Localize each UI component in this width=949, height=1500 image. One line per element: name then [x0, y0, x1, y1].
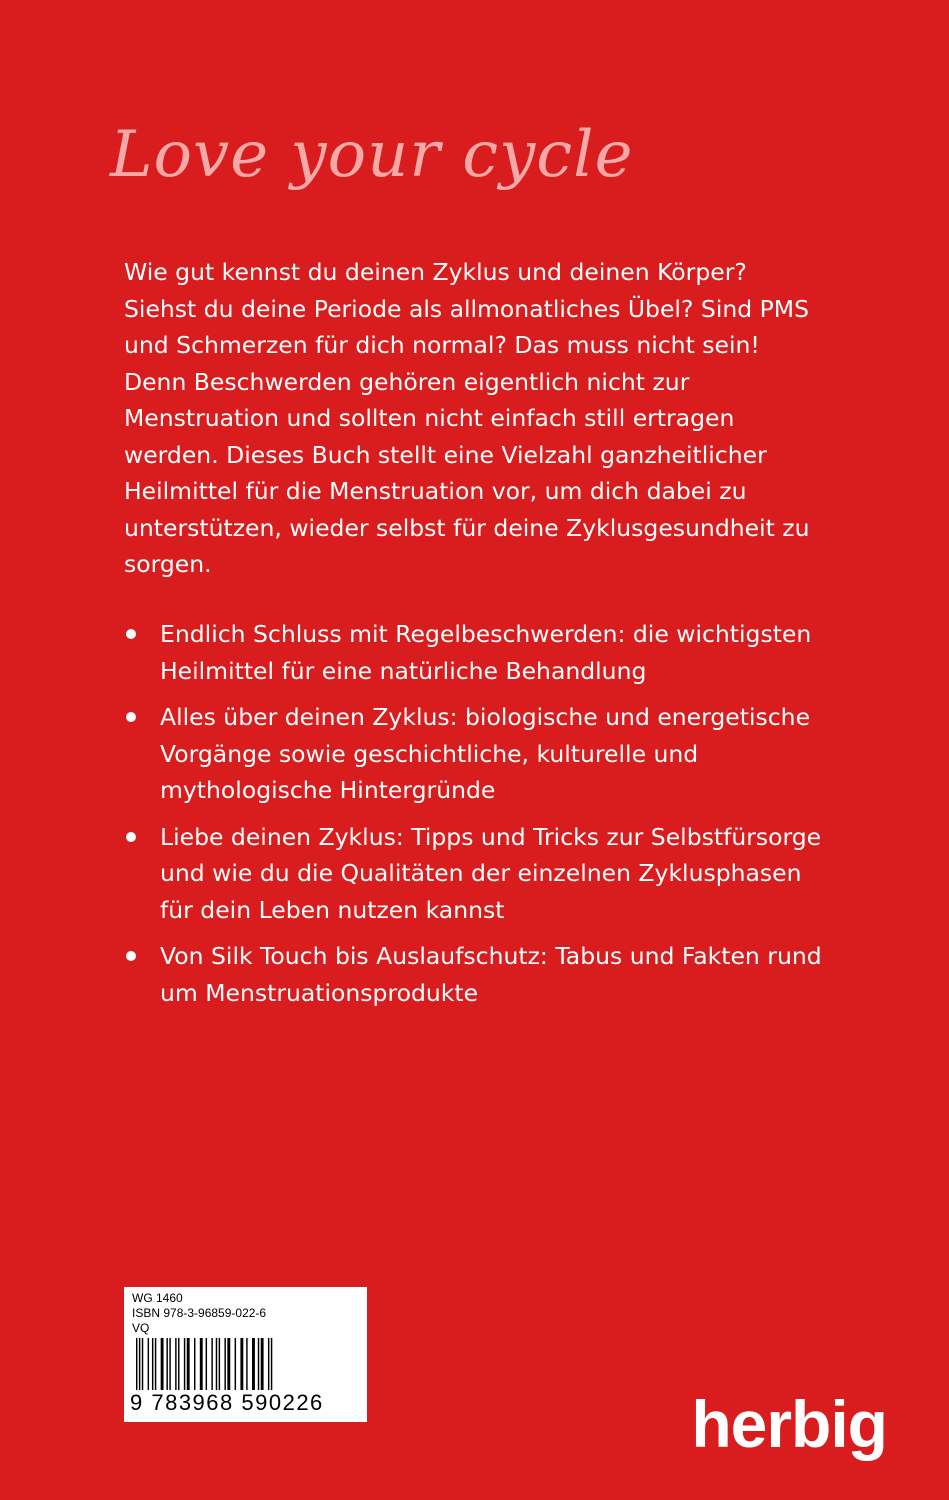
barcode-bar — [178, 1338, 179, 1390]
list-item-text: Von Silk Touch bis Auslaufschutz: Tabus und Fakten rund um Menstruationsprodukte — [160, 942, 822, 1007]
barcode-digits: 9 783968 590226 — [130, 1390, 324, 1415]
bullet-dot-icon — [126, 951, 136, 961]
script-title: Love your cycle — [110, 118, 634, 192]
feature-list — [124, 616, 824, 1021]
barcode-bar — [187, 1338, 190, 1390]
list-item-text: Endlich Schluss mit Regelbeschwerden: die wichtigsten Heilmittel für eine natürliche Behandlung — [160, 620, 812, 685]
list-item — [124, 699, 824, 809]
barcode-bar — [268, 1338, 269, 1390]
list-item — [124, 938, 824, 1011]
intro-paragraph: Wie gut kennst du deinen Zyklus und deinen Körper? Siehst du deine Periode als allmonatliches Übel? Sind PMS und Schmerzen für dich normal? Das muss nicht sein! Denn Beschwerden gehören eigentlich nicht zur Menstruation und sollten nicht einfach still ertragen werden. Dieses Buch stellt eine Vielzahl ganzheitlicher Heilmittel für die Menstruation vor, um dich dabei zu unterstützen, wieder selbst für deine Zyklusgesundheit zu sorgen. — [124, 258, 810, 578]
barcode-bar — [258, 1338, 259, 1390]
barcode-bar — [169, 1338, 170, 1390]
barcode-bar — [271, 1338, 272, 1390]
barcode-bar — [246, 1338, 247, 1390]
bullet-dot-icon — [126, 712, 136, 722]
barcode-bar — [240, 1338, 243, 1390]
barcode-bar — [152, 1338, 153, 1390]
barcode-bar — [219, 1338, 220, 1390]
barcode-bar — [261, 1338, 264, 1390]
barcode-bar — [166, 1338, 167, 1390]
barcode-bar — [206, 1338, 207, 1390]
wg-code: WG 1460 — [132, 1291, 183, 1305]
barcode-bar — [200, 1338, 203, 1390]
barcode-bar — [227, 1338, 230, 1390]
barcode-bar — [216, 1338, 217, 1390]
isbn-text: ISBN 978-3-96859-022-6 — [132, 1306, 267, 1320]
barcode-bar — [184, 1338, 185, 1390]
list-item — [124, 819, 824, 929]
barcode-bar — [136, 1338, 137, 1390]
list-item-text: Alles über deinen Zyklus: biologische und energetische Vorgänge sowie geschichtliche, kulturelle und mythologische Hintergründe — [160, 703, 811, 804]
barcode-bar — [211, 1338, 212, 1390]
barcode-label — [124, 1287, 367, 1422]
barcode-bar — [252, 1338, 255, 1390]
barcode-bar — [175, 1338, 176, 1390]
barcode-bar — [224, 1338, 225, 1390]
barcode-bar — [148, 1338, 149, 1390]
barcode-bar — [142, 1338, 143, 1390]
list-item-text: Liebe deinen Zyklus: Tipps und Tricks zur Selbstfürsorge und wie du die Qualitäten der einzelnen Zyklusphasen für dein Leben nutzen kannst — [160, 822, 822, 924]
barcode-bar — [155, 1338, 156, 1390]
barcode-bars — [132, 1338, 358, 1390]
bullet-dot-icon — [126, 629, 136, 639]
list-item — [124, 616, 824, 689]
barcode-bar — [161, 1338, 164, 1390]
barcode-bar — [194, 1338, 195, 1390]
publisher-logo: herbig — [691, 1387, 887, 1461]
barcode-bar — [139, 1338, 140, 1390]
vq-code: VQ — [132, 1321, 150, 1335]
bullet-dot-icon — [126, 832, 136, 842]
barcode-bar — [235, 1338, 236, 1390]
